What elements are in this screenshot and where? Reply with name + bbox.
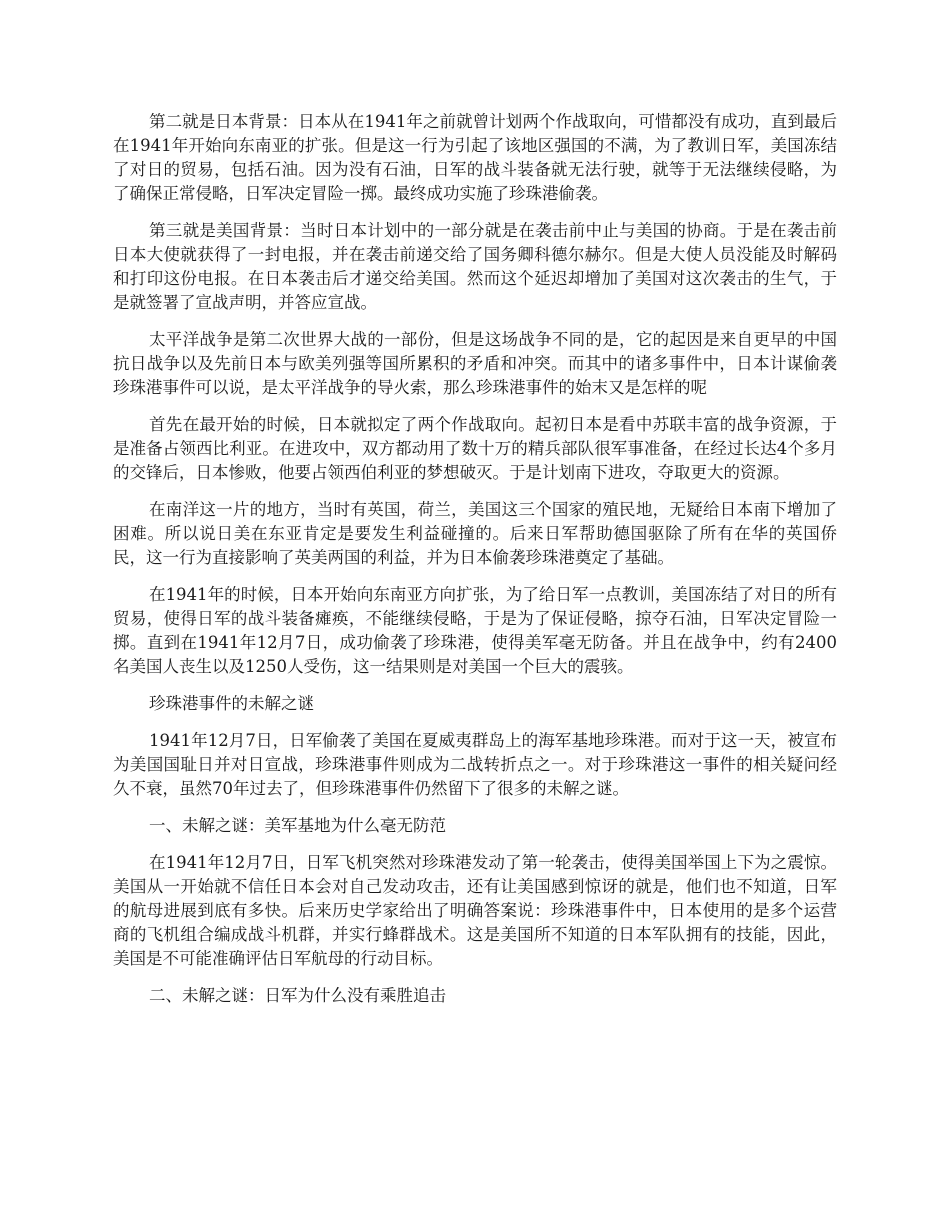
subheading-mystery-one: 一、未解之谜：美军基地为什么毫无防范 — [149, 816, 446, 835]
paragraph-south-seas: 在南洋这一片的地方，当时有英国，荷兰，美国这三个国家的殖民地，无疑给日本南下增加了困难。所以说日美在东亚肯定是要发生利益碰撞的。后来日军帮助德国驱除了所有在华的英国侨民，这一行为直接影响了英美两国的利益，并为日本偷袭珍珠港奠定了基础。 — [113, 500, 837, 567]
paragraph-japan-background: 第二就是日本背景：日本从在1941年之前就曾计划两个作战取向，可惜都没有成功，直到最后在1941年开始向东南亚的扩张。但是这一行为引起了该地区强国的不满，为了教训日军，美国冻结了对日的贸易，包括石油。因为没有石油，日军的战斗装备就无法行驶，就等于无法继续侵略，为了确保正常侵略，日军决定冒险一掷。最终成功实施了珍珠港偷袭。 — [113, 112, 837, 203]
paragraph-two-strategies: 首先在最开始的时候，日本就拟定了两个作战取向。起初日本是看中苏联丰富的战争资源，于是准备占领西比利亚。在进攻中，双方都动用了数十万的精兵部队很军事准备，在经过长达4个多月的交锋后，日本惨败，他要占领西伯利亚的梦想破灭。于是计划南下进攻，夺取更大的资源。 — [113, 415, 837, 482]
paragraph-pacific-war: 太平洋战争是第二次世界大战的一部份，但是这场战争不同的是，它的起因是来自更早的中国抗日战争以及先前日本与欧美列强等国所累积的矛盾和冲突。而其中的诸多事件中，日本计谋偷袭珍珠港事件可以说，是太平洋战争的导火索，那么珍珠港事件的始末又是怎样的呢 — [113, 330, 837, 397]
paragraph-mystery-one: 在1941年12月7日，日军飞机突然对珍珠港发动了第一轮袭击，使得美国举国上下为之震惊。美国从一开始就不信任日本会对自己发动攻击，还有让美国感到惊讶的就是，他们也不知道，日军的航母进展到底有多快。后来历史学家给出了明确答案说：珍珠港事件中，日本使用的是多个运营商的飞机组合编成战斗机群，并实行蜂群战术。这是美国所不知道的日本军队拥有的技能，因此，美国是不可能准确评估日军航母的行动目标。 — [113, 853, 837, 968]
paragraph-us-background: 第三就是美国背景：当时日本计划中的一部分就是在袭击前中止与美国的协商。于是在袭击前日本大使就获得了一封电报，并在袭击前递交给了国务卿科德尔赫尔。但是大使人员没能及时解码和打印这份电报。在日本袭击后才递交给美国。然而这个延迟却增加了美国对这次袭击的生气，于是就签署了宣战声明，并答应宣战。 — [113, 221, 837, 312]
subheading-mystery-two: 二、未解之谜：日军为什么没有乘胜追击 — [149, 986, 446, 1005]
paragraph-mysteries-intro: 1941年12月7日，日军偷袭了美国在夏威夷群岛上的海军基地珍珠港。而对于这一天，被宣布为美国国耻日并对日宣战，珍珠港事件则成为二战转折点之一。对于珍珠港这一事件的相关疑问经久不衰，虽然70年过去了，但珍珠港事件仍然留下了很多的未解之谜。 — [113, 731, 837, 798]
document-page — [113, 110, 837, 1021]
paragraph-1941-expansion: 在1941年的时候，日本开始向东南亚方向扩张，为了给日军一点教训，美国冻结了对日的所有贸易，使得日军的战斗装备瘫痪，不能继续侵略，于是为了保证侵略，掠夺石油，日军决定冒险一掷。直到在1941年12月7日，成功偷袭了珍珠港，使得美军毫无防备。并且在战争中，约有2400名美国人丧生以及1250人受伤，这一结果则是对美国一个巨大的震骇。 — [113, 585, 837, 676]
section-heading-mysteries: 珍珠港事件的未解之谜 — [149, 694, 314, 713]
